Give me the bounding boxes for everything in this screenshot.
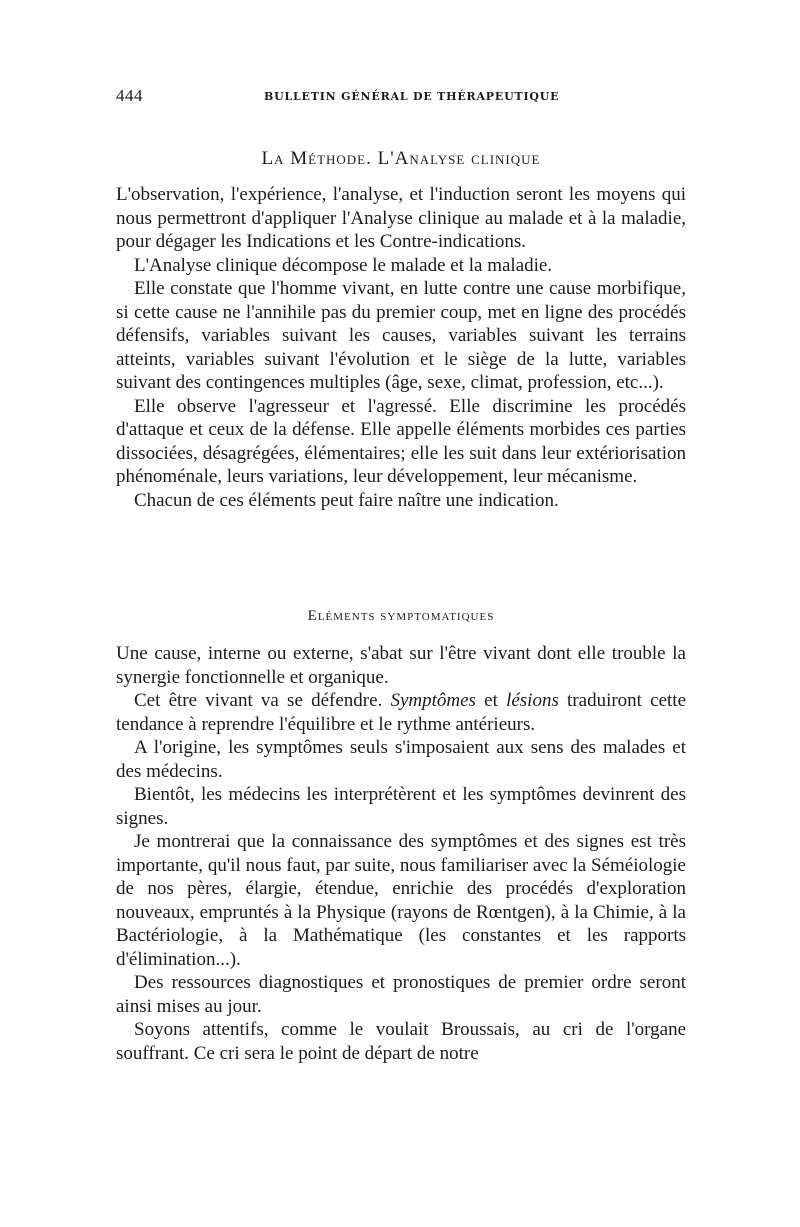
symptomes-emphasis: Symptômes (390, 690, 476, 711)
analysis-text-block (116, 183, 686, 512)
chapter-title: La Méthode. L'Analyse clinique (261, 148, 541, 169)
book-page (116, 60, 686, 1200)
defense-text-end: traduiront cette tendance à reprendre l'équilibre et le rythme antérieurs. (116, 690, 687, 735)
page-number: 444 (116, 86, 143, 105)
symptoms-text-block (116, 642, 686, 1065)
paragraph-constatation: Elle constate que l'homme vivant, en lutte contre une cause morbifique, si cette cause ne l'annihile pas du premier coup, met en ligne des procédés défensifs, variables suivant les causes, variables suivant les terrains atteints, variables suivant l'évolution et le siège de la lutte, variables suivant des contingences multiples (âge, sexe, climat, profession, etc...). (116, 278, 686, 393)
paragraph-observation-agresseur: Elle observe l'agresseur et l'agressé. Elle discrimine les procédés d'attaque et ceux de la défense. Elle appelle éléments morbides ces parties dissociées, désagrégées, élémentaires; elle les suit dans leur extériorisation phénoménale, leurs variations, leur développement, leur mécanisme. (116, 395, 686, 487)
lesions-emphasis: lésions (506, 690, 559, 711)
paragraph-origine: A l'origine, les symptômes seuls s'imposaient aux sens des malades et des médecins. (116, 737, 686, 782)
paragraph-semeiologie: Je montrerai que la connaissance des symptômes et des signes est très importante, qu'il nous faut, par suite, nous familiariser avec la Séméiologie de nos pères, élargie, étendue, enrichie des procédés d'exploration nouveaux, empruntés à la Physique (rayons de Rœntgen), à la Chimie, à la Bactériologie, à la Mathématique (les constantes et les rapports d'élimination...). (116, 831, 686, 970)
paragraph-observation: L'observation, l'expérience, l'analyse, et l'induction seront les moyens qui nous permettront d'appliquer l'Analyse clinique au malade et à la maladie, pour dégager les Indications et les Contre-indications. (116, 184, 686, 252)
paragraph-signes: Bientôt, les médecins les interprétèrent et les symptômes devinrent des signes. (116, 784, 686, 829)
paragraph-defense (116, 689, 686, 736)
paragraph-broussais: Soyons attentifs, comme le voulait Broussais, au cri de l'organe souffrant. Ce cri sera le point de départ de notre (116, 1019, 686, 1064)
defense-text-start: Cet être vivant va se défendre. (134, 690, 391, 711)
defense-text-mid: et (475, 690, 507, 711)
journal-title: BULLETIN GÉNÉRAL DE THÉRAPEUTIQUE (264, 90, 560, 103)
section-title: Eléments symptomatiques (307, 608, 495, 624)
paragraph-decomposition: L'Analyse clinique décompose le malade et la maladie. (134, 254, 553, 276)
running-head (116, 86, 686, 106)
paragraph-cause: Une cause, interne ou externe, s'abat sur l'être vivant dont elle trouble la synergie fonctionnelle et organique. (116, 643, 686, 688)
paragraph-ressources: Des ressources diagnostiques et pronostiques de premier ordre seront ainsi mises au jour. (116, 972, 686, 1017)
paragraph-indication: Chacun de ces éléments peut faire naître une indication. (134, 489, 559, 511)
